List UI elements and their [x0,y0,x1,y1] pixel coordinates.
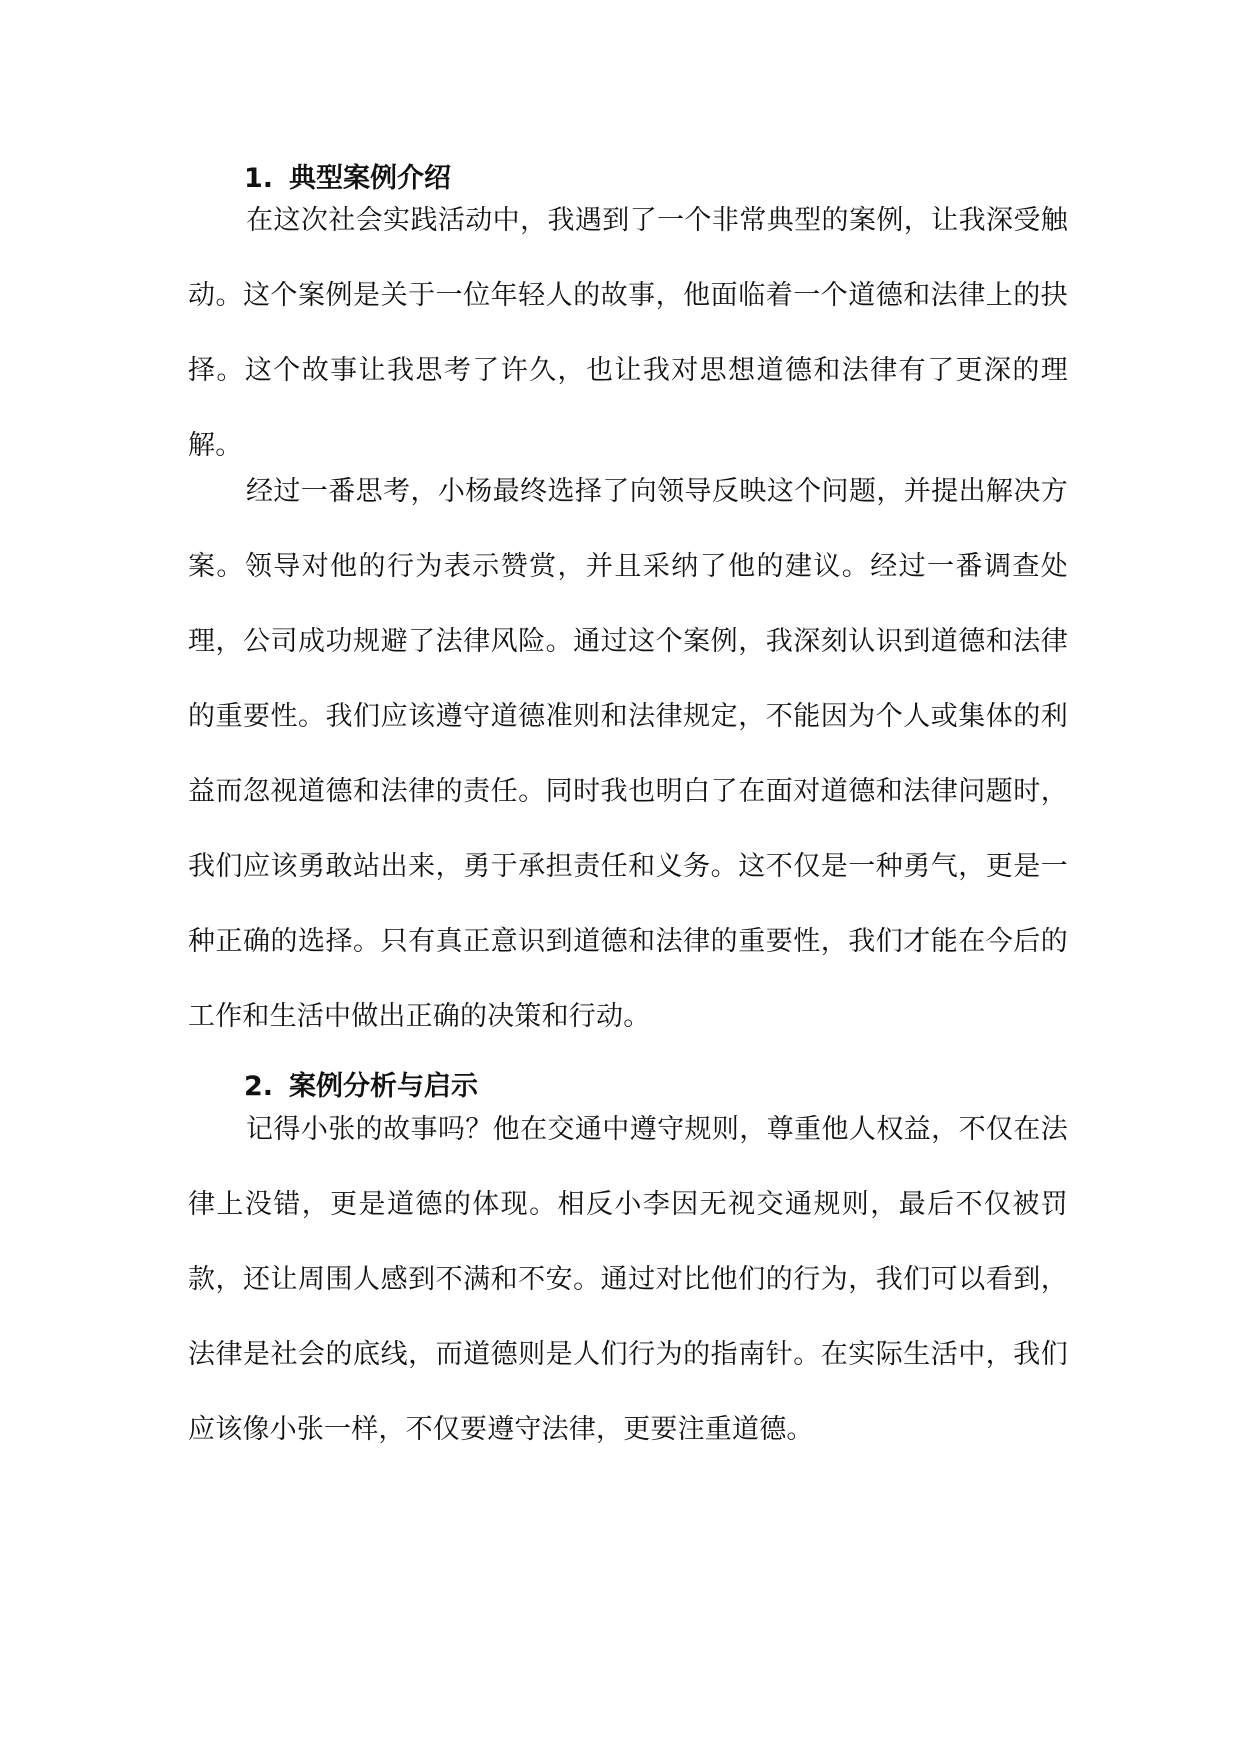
paragraph: 经过一番思考，小杨最终选择了向领导反映这个问题，并提出解决方案。领导对他的行为表示赞赏，并且采纳了他的建议。经过一番调查处理，公司成功规避了法律风险。通过这个案例，我深刻认识到道德和法律的重要性。我们应该遵守道德准则和法律规定，不能因为个人或集体的利益而忽视道德和法律的责任。同时我也明白了在面对道德和法律问题时，我们应该勇敢站出来，勇于承担责任和义务。这不仅是一种勇气，更是一种正确的选择。只有真正意识到道德和法律的重要性，我们才能在今后的工作和生活中做出正确的决策和行动。 [188,476,1068,1032]
section-title: 案例分析与启示 [289,1071,479,1103]
section-title: 典型案例介绍 [289,163,452,195]
section-number: 2. [244,1071,274,1103]
section-number: 1. [244,163,274,195]
paragraph: 在这次社会实践活动中，我遇到了一个非常典型的案例，让我深受触动。这个案例是关于一位年轻人的故事，他面临着一个道德和法律上的抉择。这个故事让我思考了许久，也让我对思想道德和法律有了更深的理解。 [188,205,1068,461]
paragraph: 记得小张的故事吗？他在交通中遵守规则，尊重他人权益，不仅在法律上没错，更是道德的体现。相反小李因无视交通规则，最后不仅被罚款，还让周围人感到不满和不安。通过对比他们的行为，我们可以看到，法律是社会的底线，而道德则是人们行为的指南针。在实际生活中，我们应该像小张一样，不仅要遵守法律，更要注重道德。 [188,1114,1068,1445]
